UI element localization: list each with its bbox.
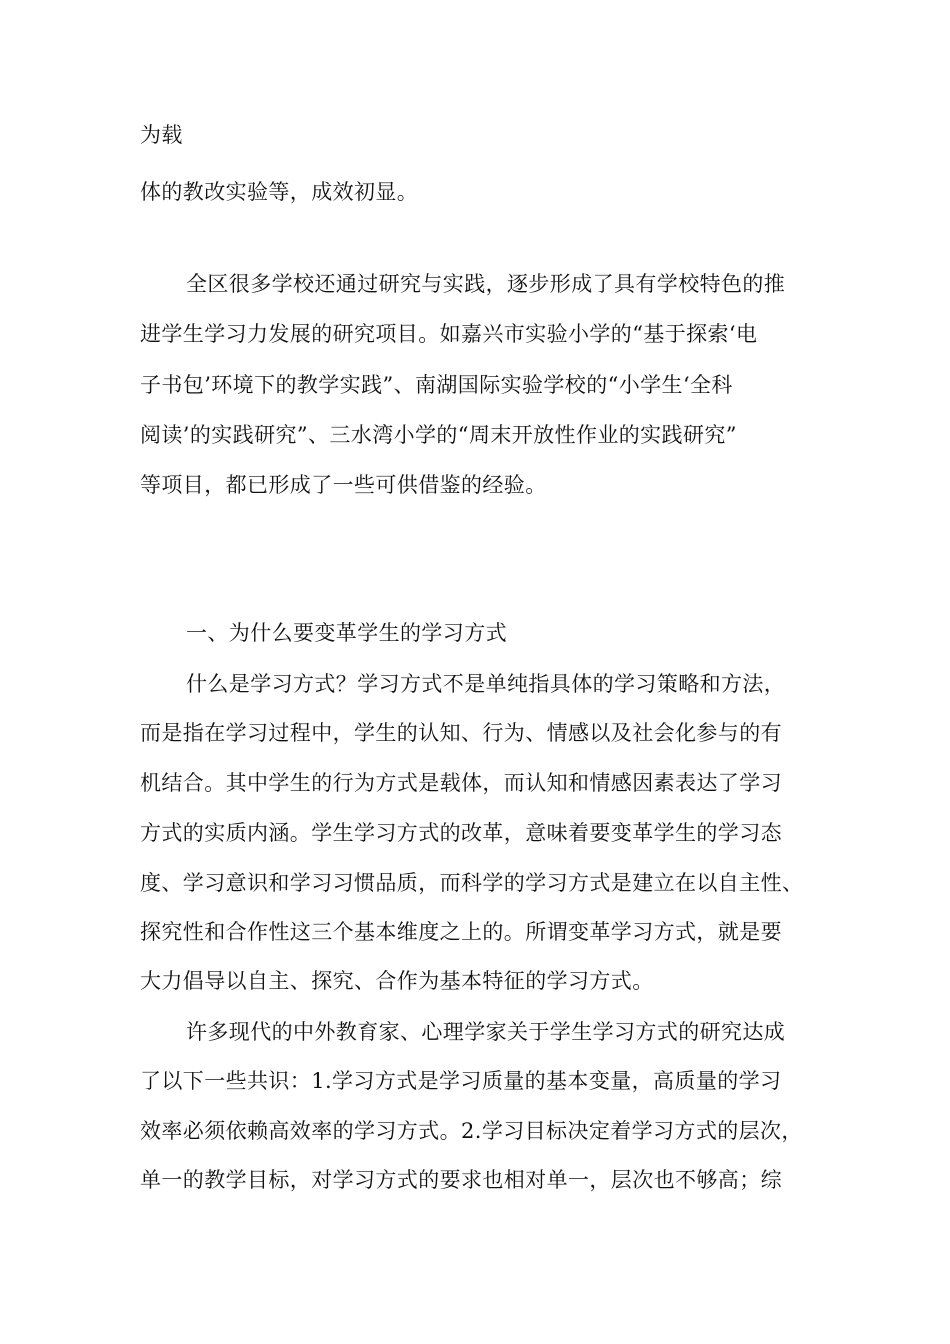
text-line-2: 体的教改实验等，成效初显。 <box>140 180 419 204</box>
paragraph-3-line-6: 探究性和合作性这三个基本维度之上的。所谓变革学习方式，就是要 <box>140 920 782 944</box>
paragraph-3-line-2: 而是指在学习过程中，学生的认知、行为、情感以及社会化参与的有 <box>140 721 782 745</box>
paragraph-4-line-2: 了以下一些共识：1.学习方式是学习质量的基本变量，高质量的学习 <box>140 1069 782 1093</box>
paragraph-3-line-7: 大力倡导以自主、探究、合作为基本特征的学习方式。 <box>140 969 654 993</box>
paragraph-2-line-3: 子书包’环境下的教学实践”、南湖国际实验学校的“小学生‘全科 <box>140 373 733 397</box>
paragraph-3-line-5: 度、学习意识和学习习惯品质，而科学的学习方式是建立在以自主性、 <box>140 871 804 895</box>
paragraph-4-line-1: 许多现代的中外教育家、心理学家关于学生学习方式的研究达成 <box>186 1020 786 1044</box>
paragraph-2-line-4: 阅读’的实践研究”、三水湾小学的“周末开放性作业的实践研究” <box>140 423 737 447</box>
paragraph-3-line-4: 方式的实质内涵。学生学习方式的改革，意味着要变革学生的学习态 <box>140 821 782 845</box>
paragraph-3-line-3: 机结合。其中学生的行为方式是载体，而认知和情感因素表达了学习 <box>140 771 782 795</box>
paragraph-2-line-1: 全区很多学校还通过研究与实践，逐步形成了具有学校特色的推 <box>186 272 786 296</box>
paragraph-2-line-2: 进学生学习力发展的研究项目。如嘉兴市实验小学的“基于探索‘电 <box>140 322 758 346</box>
text-line-1: 为载 <box>140 123 183 147</box>
paragraph-3-line-1: 什么是学习方式？学习方式不是单纯指具体的学习策略和方法， <box>186 672 786 696</box>
paragraph-4-line-4: 单一的教学目标，对学习方式的要求也相对单一，层次也不够高；综 <box>140 1168 782 1192</box>
paragraph-2-line-5: 等项目，都已形成了一些可供借鉴的经验。 <box>140 473 547 497</box>
paragraph-4-line-3: 效率必须依赖高效率的学习方式。2.学习目标决定着学习方式的层次， <box>140 1119 803 1143</box>
section-heading: 一、为什么要变革学生的学习方式 <box>186 621 507 645</box>
